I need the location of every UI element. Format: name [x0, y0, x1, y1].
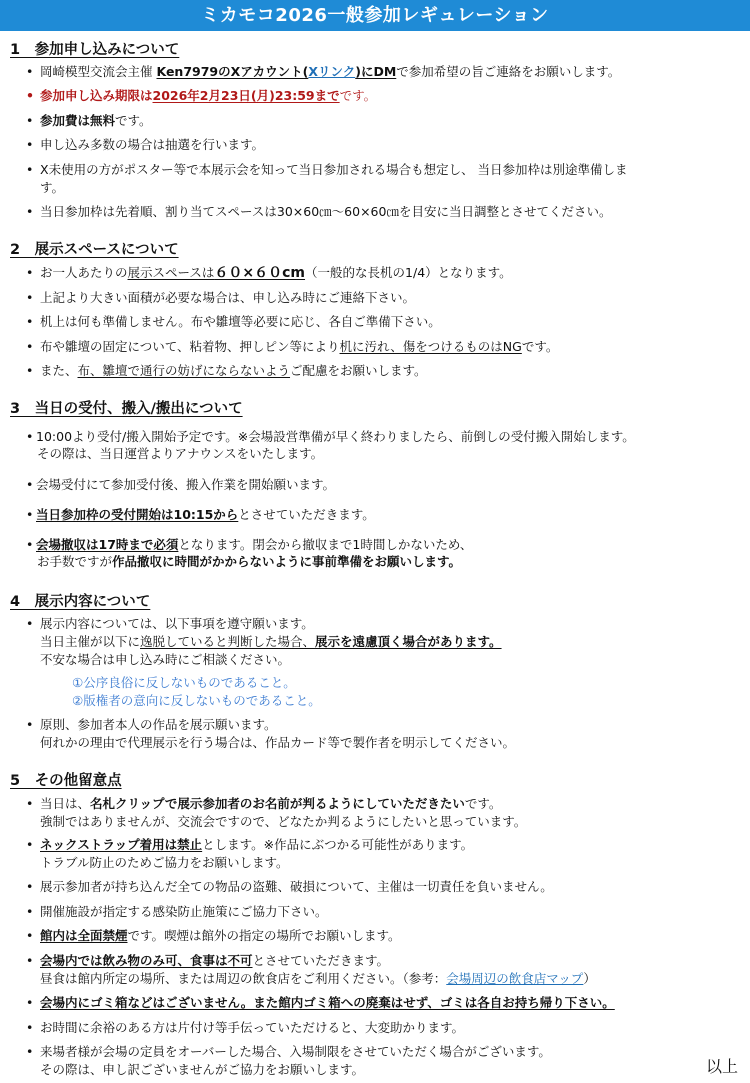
rule-item: ②版権者の意向に反しないものであること。 [72, 693, 321, 708]
page-title: ミカモコ2026一般参加レギュレーション [0, 0, 750, 31]
rule-item: ①公序良俗に反しないものであること。 [72, 675, 296, 690]
list-item-cont: 昼食は館内所定の場所、または周辺の飲食店をご利用ください。（参考：会場周辺の飲食店マップ） [40, 971, 596, 986]
list-item-cont: 何れかの理由で代理展示を行う場合は、作品カード等で製作者を明示してください。 [40, 735, 516, 750]
restaurant-map-link[interactable]: 会場周辺の飲食店マップ [446, 971, 584, 986]
list-item-cont: 不安な場合は申し込み時にご相談ください。 [40, 652, 291, 667]
section-heading-3: 3 当日の受付、搬入/搬出について [10, 401, 243, 417]
section-heading-5: 5 その他留意点 [10, 773, 122, 789]
end-mark: 以上 [705, 1057, 738, 1076]
list-item-cont: 強制ではありませんが、交流会ですので、どなたか判るようにしたいと思っています。 [40, 814, 527, 829]
list-item-cont: トラブル防止のためご協力をお願いします。 [40, 855, 289, 870]
list-item-cont: お手数ですが作品撤収に時間がかからないように事前準備をお願いします。 [37, 554, 462, 569]
section-heading-1: 1 参加申し込みについて [10, 42, 180, 58]
section-heading-2: 2 展示スペースについて [10, 242, 179, 258]
list-item-cont: その際は、当日運営よりアナウンスをいたします。 [37, 446, 324, 461]
list-item-cont: その際は、申し訳ございませんがご協力をお願いします。 [40, 1062, 365, 1077]
x-link[interactable]: Xリンク [308, 64, 356, 79]
list-item-cont: 当日主催が以下に逸脱していると判断した場合、展示を遠慮頂く場合があります。 [40, 634, 502, 649]
list-item-cont: す。 [40, 180, 65, 195]
section-heading-4: 4 展示内容について [10, 594, 151, 610]
